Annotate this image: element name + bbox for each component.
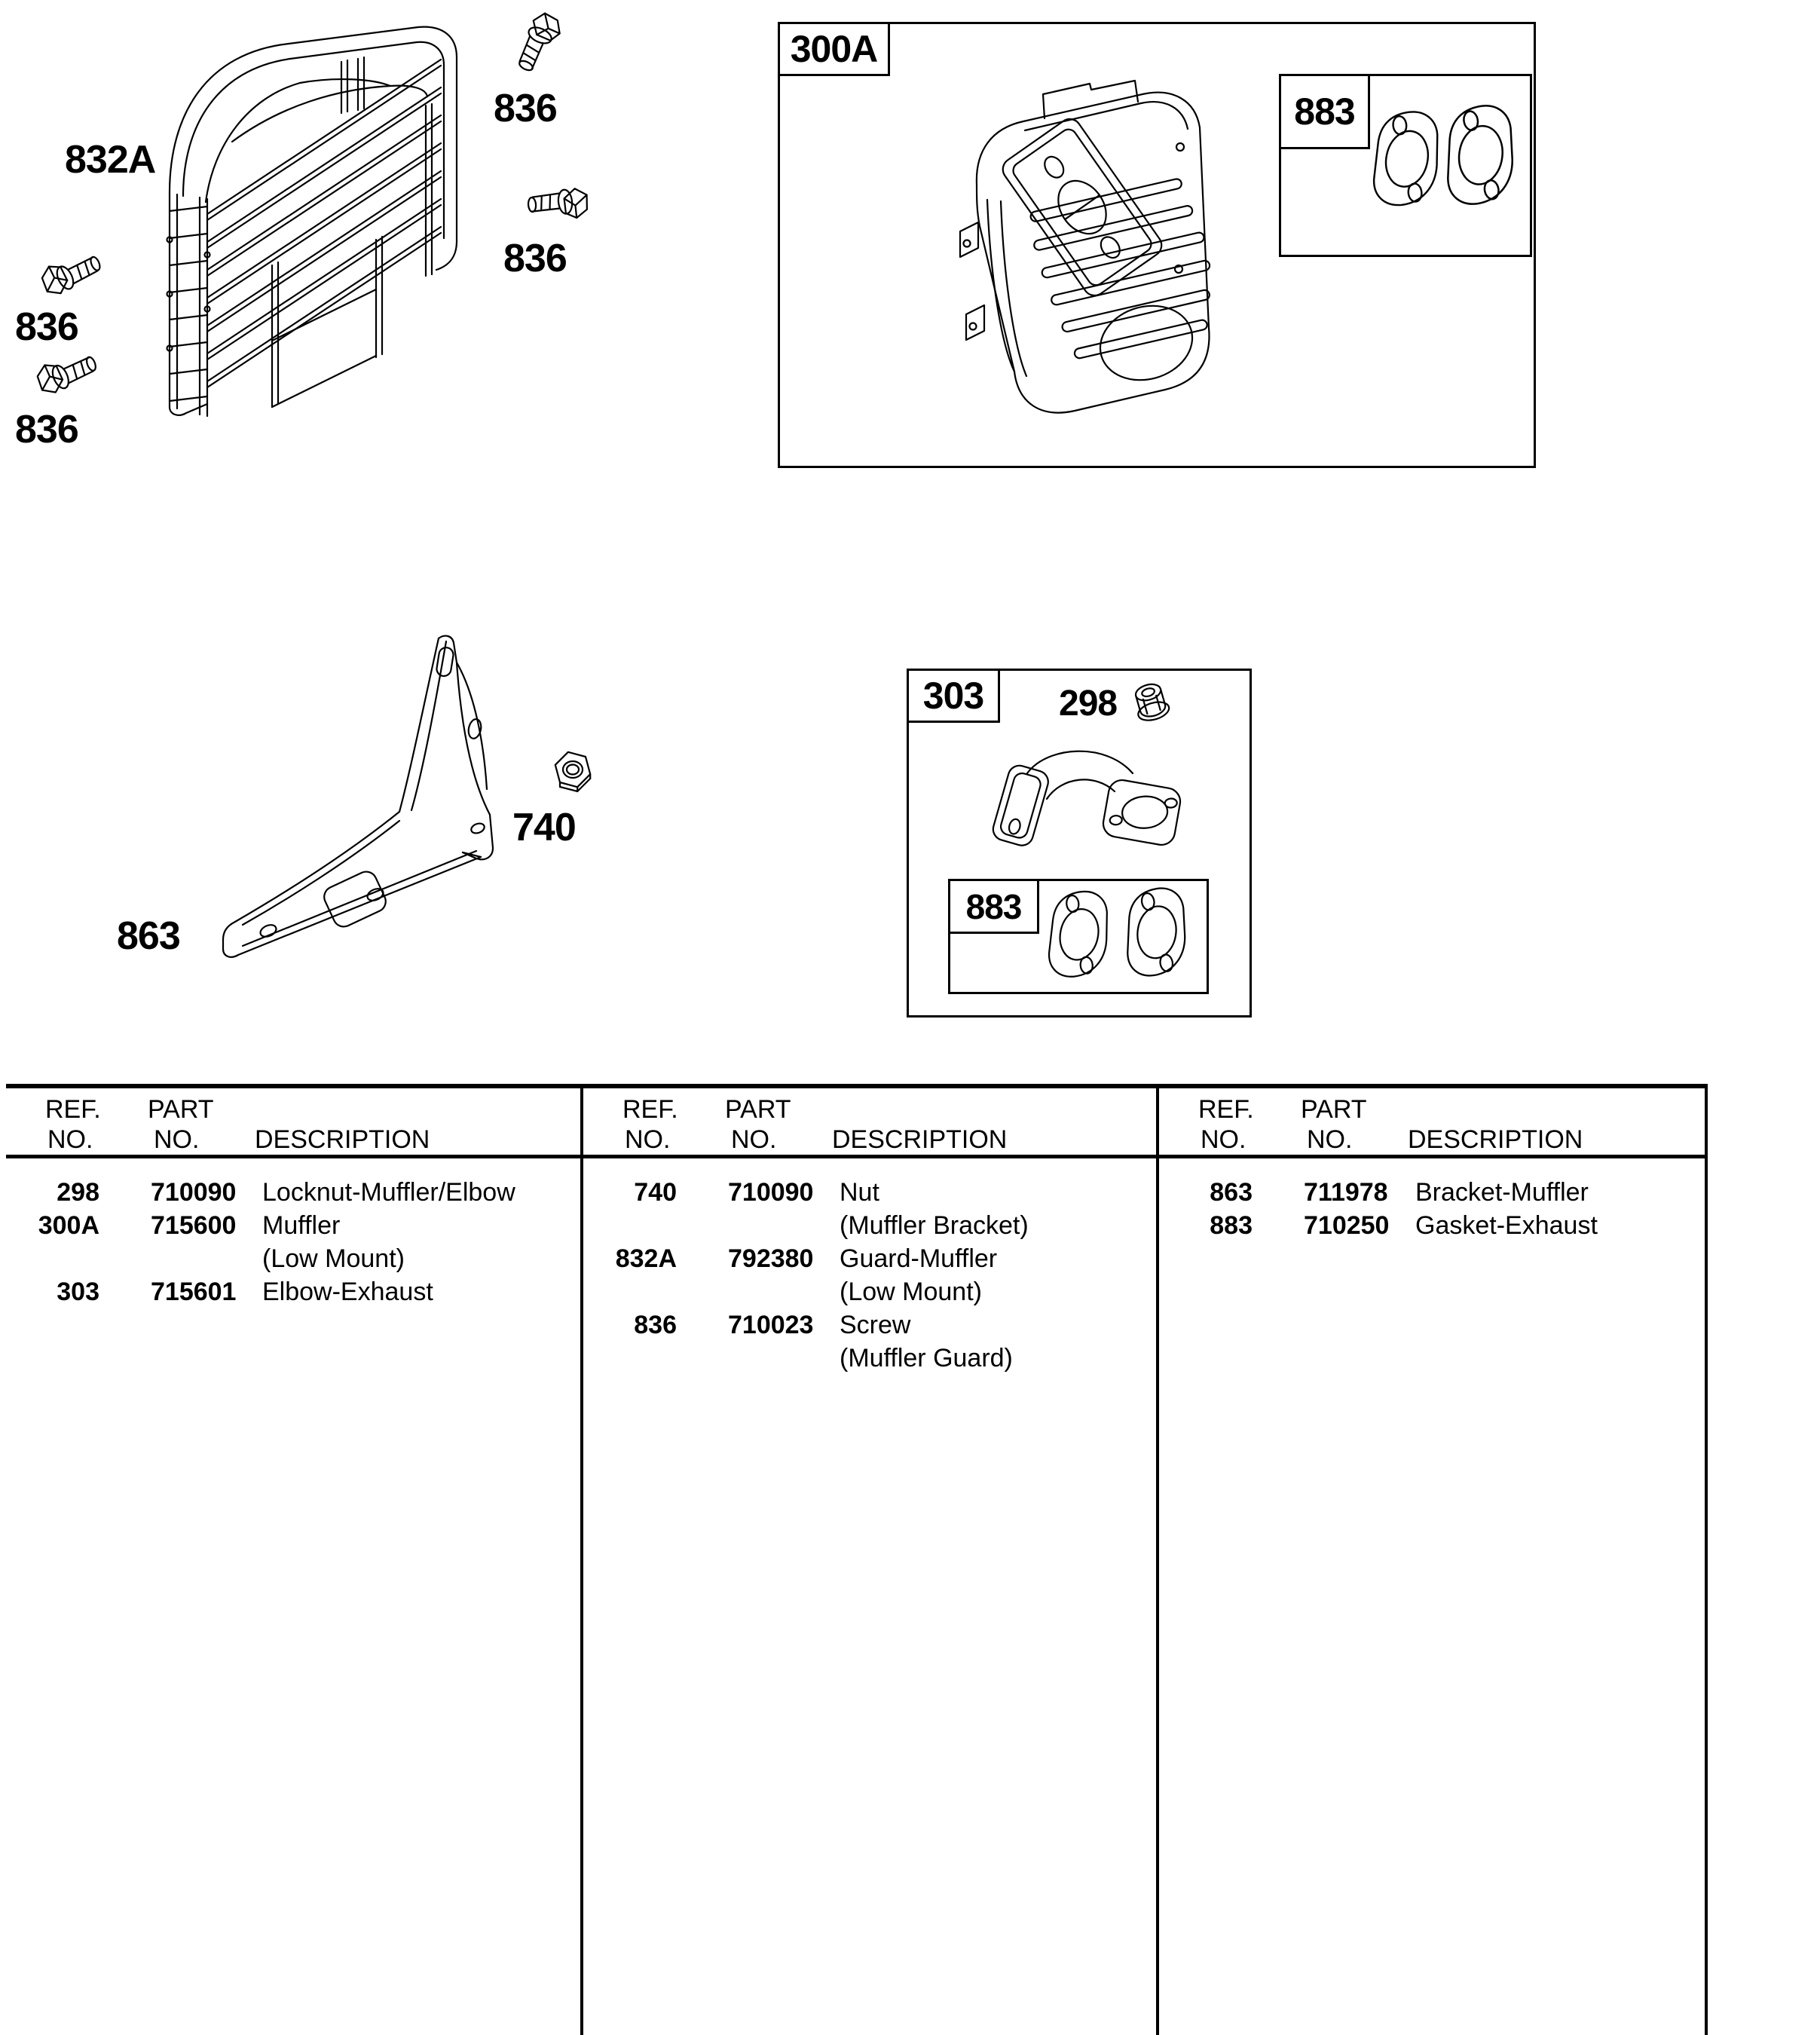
part-cell: 710250: [1304, 1211, 1390, 1240]
callout-836-left-lower: 836: [15, 408, 78, 451]
header-part-1: PART: [1301, 1095, 1367, 1124]
screw-drawing-top-right: [491, 0, 580, 89]
table-line: [583, 1342, 1156, 1375]
elbow-drawing: [977, 740, 1196, 853]
part-cell: 710023: [728, 1311, 814, 1339]
desc-cell: Guard-Muffler: [840, 1244, 998, 1273]
bracket-drawing: [213, 629, 510, 965]
table-rows: [583, 1176, 1156, 1375]
table-line: [583, 1308, 1156, 1342]
screw-drawing-right: [515, 170, 598, 232]
part-cell: 715601: [151, 1278, 237, 1306]
desc-cell: Gasket-Exhaust: [1415, 1211, 1598, 1240]
table-group-2: [583, 1084, 1156, 2035]
desc-cell: (Low Mount): [262, 1244, 405, 1273]
ref-cell: 863: [1210, 1178, 1253, 1207]
table-line: [583, 1209, 1156, 1242]
table-line: [583, 1275, 1156, 1308]
callout-740: 740: [512, 806, 576, 849]
ref-cell: 883: [1210, 1211, 1253, 1240]
gasket-box-muffler-label: [1281, 76, 1370, 149]
part-cell: 710090: [151, 1178, 237, 1207]
callout-298: 298: [1059, 684, 1118, 724]
header-part-1: PART: [148, 1095, 214, 1124]
gasket-box-elbow-label-text: 883: [965, 886, 1022, 926]
table-line: [583, 1176, 1156, 1209]
table-line: [1159, 1176, 1705, 1209]
flange-nut-drawing: [1129, 680, 1174, 728]
header-ref-1: REF.: [45, 1095, 101, 1124]
table-group-3: [1159, 1084, 1705, 2035]
header-part-2: NO.: [731, 1125, 777, 1154]
header-ref-1: REF.: [1198, 1095, 1254, 1124]
hex-nut-drawing: [552, 748, 594, 794]
header-ref-1: REF.: [622, 1095, 678, 1124]
muffler-drawing: [954, 79, 1248, 422]
ref-cell: 740: [634, 1178, 677, 1207]
table-line: [583, 1242, 1156, 1275]
gasket-drawing-elbow-2: [1117, 880, 1199, 984]
ref-cell: 300A: [38, 1211, 99, 1240]
header-ref-2: NO.: [625, 1125, 671, 1154]
desc-cell: Screw: [840, 1311, 911, 1339]
part-cell: 792380: [728, 1244, 814, 1273]
header-ref-2: NO.: [1201, 1125, 1246, 1154]
desc-cell: (Muffler Guard): [840, 1344, 1013, 1372]
callout-863: 863: [117, 914, 180, 958]
callout-836-right: 836: [503, 237, 567, 280]
desc-cell: Locknut-Muffler/Elbow: [262, 1178, 515, 1207]
callout-836-top-right: 836: [494, 87, 557, 130]
screw-drawing-left-upper: [32, 241, 116, 308]
ref-cell: 303: [57, 1278, 99, 1306]
gasket-box-elbow-label: [950, 881, 1039, 934]
part-cell: 715600: [151, 1211, 237, 1240]
table-rows: [1159, 1176, 1705, 1242]
desc-cell: (Low Mount): [840, 1278, 982, 1306]
header-description: DESCRIPTION: [832, 1125, 1008, 1154]
desc-cell: (Muffler Bracket): [840, 1211, 1029, 1240]
muffler-guard-drawing: [161, 14, 473, 424]
table-right-border: [1705, 1084, 1708, 2035]
muffler-box-label: [780, 24, 890, 76]
ref-cell: 836: [634, 1311, 677, 1339]
header-ref-2: NO.: [47, 1125, 93, 1154]
elbow-box-label-text: 303: [922, 675, 984, 717]
ref-cell: 832A: [615, 1244, 677, 1273]
table-line: [6, 1176, 580, 1209]
part-cell: 710090: [728, 1178, 814, 1207]
table-line: [6, 1275, 580, 1308]
header-description: DESCRIPTION: [255, 1125, 430, 1154]
header-description: DESCRIPTION: [1408, 1125, 1583, 1154]
desc-cell: Elbow-Exhaust: [262, 1278, 433, 1306]
ref-cell: 298: [57, 1178, 99, 1207]
callout-836-left-upper: 836: [15, 305, 78, 349]
part-cell: 711978: [1304, 1178, 1388, 1207]
table-line: [6, 1209, 580, 1242]
header-part-2: NO.: [1307, 1125, 1353, 1154]
header-part-1: PART: [725, 1095, 791, 1124]
header-part-2: NO.: [154, 1125, 200, 1154]
elbow-box-label: [909, 671, 1000, 723]
desc-cell: Bracket-Muffler: [1415, 1178, 1589, 1207]
gasket-box-muffler-label-text: 883: [1294, 90, 1355, 133]
desc-cell: Muffler: [262, 1211, 341, 1240]
table-line: [6, 1242, 580, 1275]
callout-832a: 832A: [65, 138, 156, 182]
desc-cell: Nut: [840, 1178, 879, 1207]
screw-drawing-left-lower: [28, 342, 112, 407]
table-line: [1159, 1209, 1705, 1242]
table-rows: [6, 1176, 580, 1308]
table-group-1: [6, 1084, 580, 2035]
muffler-box-label-text: 300A: [790, 28, 878, 70]
